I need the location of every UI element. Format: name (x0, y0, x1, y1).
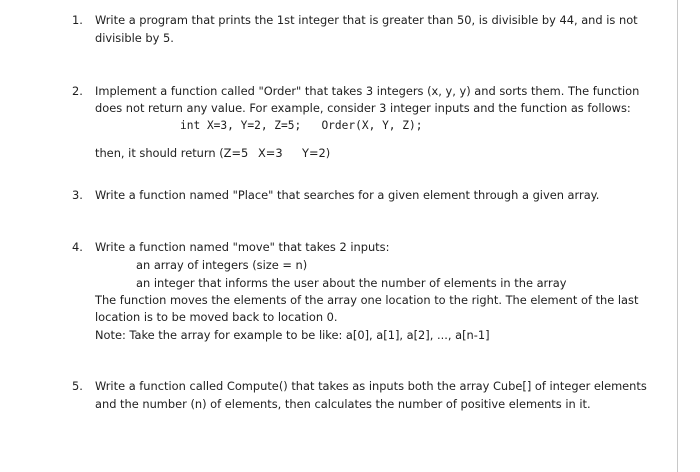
question-text-line: Write a program that prints the 1st integer that is greater than 50, is divisible by 44, and is not (95, 13, 638, 27)
expected-result-prefix: then, it should return (Z=5 (95, 146, 249, 160)
question-text-line: location is to be moved back to location 0. (95, 310, 338, 324)
question-number: 2. (72, 84, 83, 98)
code-example: int X=3, Y=2, Z=5; Order(X, Y, Z); (180, 119, 423, 132)
question-text-line: divisible by 5. (95, 31, 174, 45)
question-text-line: and the number (n) of elements, then calculates the number of positive elements in it. (95, 397, 591, 411)
expected-result-y: Y=2) (302, 146, 331, 160)
page-edge-divider (677, 0, 678, 472)
input-item: an integer that informs the user about the number of elements in the array (136, 276, 567, 290)
question-text-line: The function moves the elements of the array one location to the right. The element of the last (95, 293, 639, 307)
question-number: 1. (72, 13, 83, 27)
input-item: an array of integers (size = n) (136, 258, 308, 272)
question-number: 3. (72, 188, 83, 202)
question-intro: Write a function named "move" that takes 2 inputs: (95, 240, 390, 254)
expected-result-x: X=3 (258, 146, 283, 160)
question-number: 5. (72, 379, 83, 393)
question-text-line: Implement a function called "Order" that takes 3 integers (x, y, y) and sorts them. The function (95, 84, 640, 98)
question-text-line: does not return any value. For example, consider 3 integer inputs and the function as follows: (95, 101, 631, 115)
question-note: Note: Take the array for example to be like: a[0], a[1], a[2], ..., a[n-1] (95, 328, 490, 342)
question-text-line: Write a function named "Place" that searches for a given element through a given array. (95, 188, 600, 202)
question-text-line: Write a function called Compute() that takes as inputs both the array Cube[] of integer elements (95, 379, 647, 393)
question-number: 4. (72, 240, 83, 254)
